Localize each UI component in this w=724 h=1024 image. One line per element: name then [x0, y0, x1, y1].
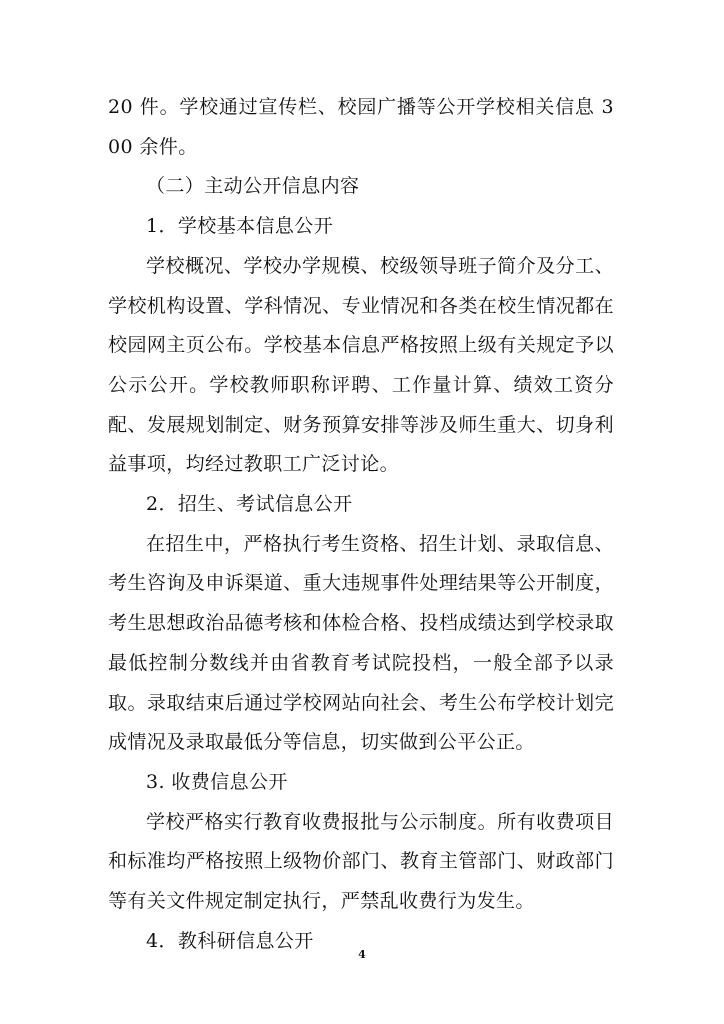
- document-body: [108, 88, 614, 961]
- section-heading-main-content: （二）主动公开信息内容: [146, 175, 360, 198]
- paragraph-basic-info: 学校概况、学校办学规模、校级领导班子简介及分工、学校机构设置、学科情况、专业情况和各类在校生情况都在校园网主页公布。学校基本信息严格按照上级有关规定予以公示公开。学校教师职称评聘、工作量计算、绩效工资分配、发展规划制定、财务预算安排等涉及师生重大、切身利益事项，均经过教职工广泛讨论。: [108, 254, 614, 476]
- subheading-fees: 3. 收费信息公开: [146, 770, 288, 793]
- paragraph-fees: 学校严格实行教育收费报批与公示制度。所有收费项目和标准均严格按照上级物价部门、教育主管部门、财政部门等有关文件规定制定执行，严禁乱收费行为发生。: [108, 810, 614, 913]
- subheading-basic-info: 1．学校基本信息公开: [146, 215, 334, 238]
- paragraph-continuation: 20 件。学校通过宣传栏、校园广播等公开学校相关信息 300 余件。: [108, 96, 614, 158]
- paragraph-admissions: 在招生中，严格执行考生资格、招生计划、录取信息、考生咨询及申诉渠道、重大违规事件处理结果等公开制度，考生思想政治品德考核和体检合格、投档成绩达到学校录取最低控制分数线并由省教育考试院投档，一般全部予以录取。录取结束后通过学校网站向社会、考生公布学校计划完成情况及录取最低分等信息，切实做到公平公正。: [108, 532, 614, 754]
- subheading-research: 4．教科研信息公开: [146, 929, 314, 952]
- subheading-admissions: 2．招生、考试信息公开: [146, 493, 353, 516]
- page-number: 4: [358, 948, 366, 961]
